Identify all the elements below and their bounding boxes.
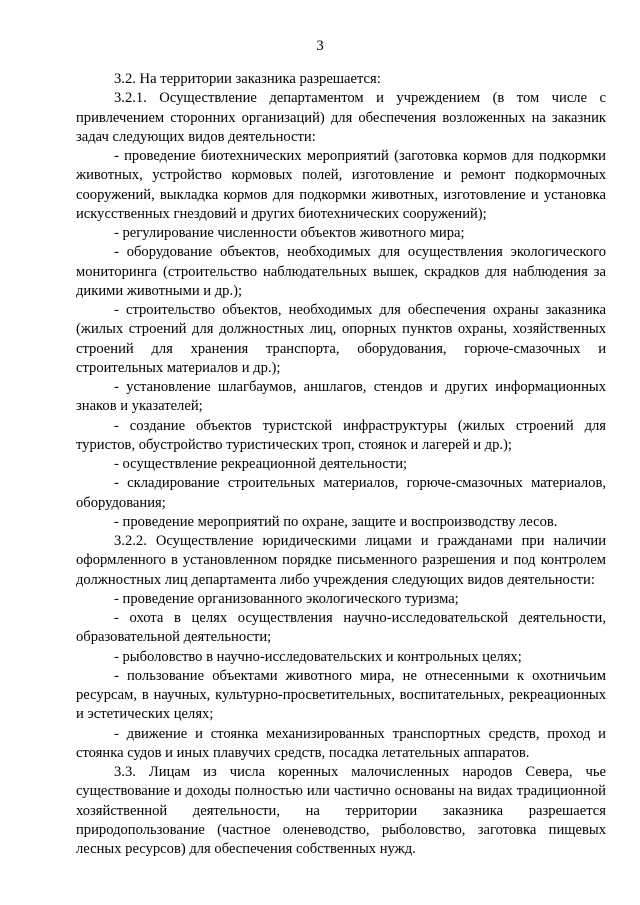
page-number: 3 (316, 38, 324, 54)
list-item: - пользование объектами животного мира, не отнесенными к охотничьим ресурсам, в научных, культурно-просветительных, воспитательных, рекреационных и эстетических целях; (76, 667, 606, 723)
list-item: - складирование строительных материалов, горюче-смазочных материалов, оборудования; (76, 475, 606, 511)
list-item: - охота в целях осуществления научно-исследовательской деятельности, образовательной деятельности; (76, 610, 606, 646)
list-item: - проведение мероприятий по охране, защите и воспроизводству лесов. (114, 513, 558, 530)
list-item: - проведение организованного экологического туризма; (114, 590, 459, 607)
list-item: - оборудование объектов, необходимых для осуществления экологического мониторинга (строительство наблюдательных вышек, скрадков для наблюдения за дикими животными и др.); (76, 244, 606, 299)
document-body (76, 70, 606, 859)
list-item: - создание объектов туристской инфраструктуры (жилых строений для туристов, обустройство туристических троп, стоянок и лагерей и др.); (76, 417, 606, 453)
list-item: - движение и стоянка механизированных транспортных средств, проход и стоянка судов и иных плавучих средств, посадка летательных аппаратов. (76, 725, 606, 761)
list-item: - осуществление рекреационной деятельности; (114, 456, 408, 472)
clause-3-2-1: 3.2.1. Осуществление департаментом и учреждением (в том числе с привлечением сторонних организаций) для обеспечения возложенных на заказник задач следующих видов деятельности: (76, 90, 606, 145)
list-item: - проведение биотехнических мероприятий (заготовка кормов для подкормки животных, устройство кормовых полей, изготовление и ремонт подкормочных сооружений, выкладка кормов для подкормки животных, изготовление и установка искусственных гнездовий и других биотехнических сооружений); (76, 148, 606, 222)
list-item: - регулирование численности объектов животного мира; (114, 225, 465, 241)
clause-3-3: 3.3. Лицам из числа коренных малочисленных народов Севера, чье существование и доходы полностью или частично основаны на видах традиционной хозяйственной деятельности, на территории заказника разрешается природопользование (частное оленеводство, рыболовство, заготовка пищевых лесных ресурсов) для обеспечения собственных нужд. (76, 764, 606, 857)
clause-3-2-2: 3.2.2. Осуществление юридическими лицами и гражданами при наличии оформленного в установленном порядке письменного разрешения и под контролем должностных лиц департамента либо учреждения следующих видов деятельности: (76, 533, 606, 588)
section-3-2-heading: 3.2. На территории заказника разрешается: (114, 71, 381, 87)
list-item: - строительство объектов, необходимых для обеспечения охраны заказника (жилых строений для должностных лиц, опорных пунктов охраны, хозяйственных строений для хранения транспорта, оборудования, горюче-смазочных и строительных материалов и др.); (76, 302, 606, 376)
list-item: - установление шлагбаумов, аншлагов, стендов и других информационных знаков и указателей; (76, 379, 606, 415)
list-item: - рыболовство в научно-исследовательских и контрольных целях; (114, 648, 522, 665)
